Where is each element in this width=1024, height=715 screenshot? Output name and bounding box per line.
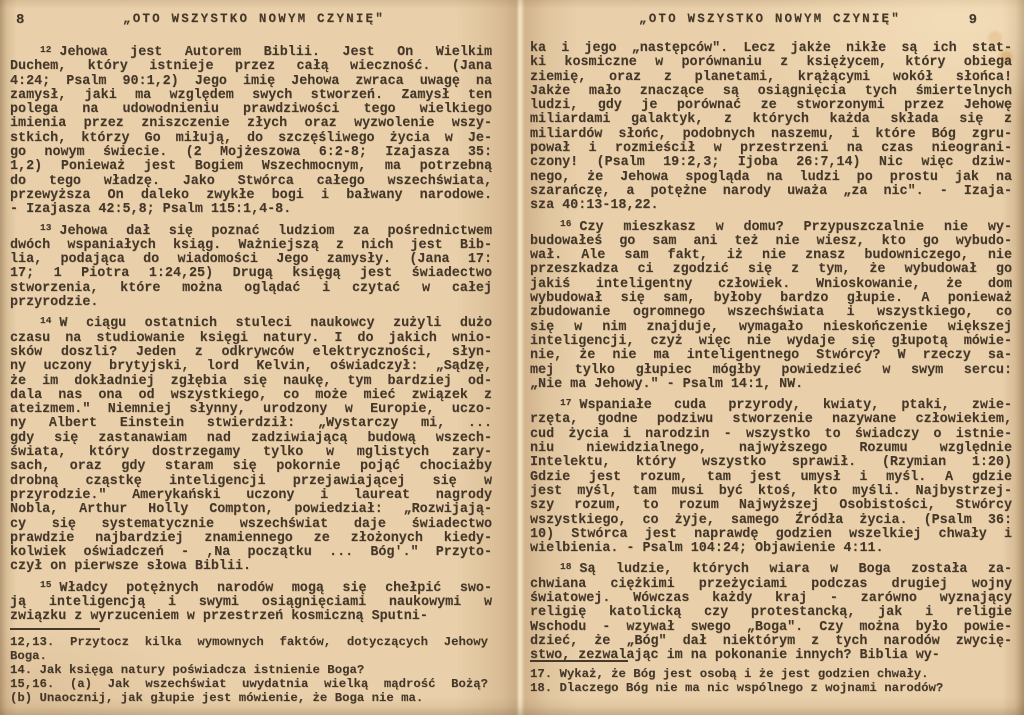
text-line: się w nim znajduje, wymagało nieskończenie większej bbox=[530, 319, 1012, 335]
text-line: Wschodu - wzywał swego „Boga". Czy można było powie- bbox=[530, 619, 1012, 635]
text-line: $^{18}$ Są ludzie, których wiara w Boga została za- bbox=[560, 560, 1012, 578]
text-line: ją inteligencją i swymi osiągnięciami naukowymi w bbox=[10, 594, 492, 610]
text-line: imienia przez zniszczenie złych oraz wyzwolenie wszy- bbox=[10, 116, 492, 132]
text-line: przyrodzie. bbox=[10, 295, 99, 311]
text-line: dwóch wspaniałych ksiąg. Ważniejszą z nich jest Bib- bbox=[10, 237, 492, 253]
page-number-right: 9 bbox=[968, 12, 978, 28]
text-line: inteligencji, czyż więc nie wydaje się głupotą mówie- bbox=[530, 333, 1012, 349]
text-line: ka i jego „następców". Lecz jakże nikłe są ich stat- bbox=[530, 41, 1012, 56]
text-line: Nobla, Arthur Holly Compton, powiedział: „Rozwijają- bbox=[10, 502, 492, 518]
paragraph-number: 15 bbox=[40, 579, 52, 591]
text-line: chwiana ciężkimi przeżyciami podczas drugiej wojny bbox=[530, 576, 1012, 592]
text-line: mej tylko głupiec mógłby powiedzieć w swym sercu: bbox=[530, 362, 1012, 378]
text-line: stwo, zezwalając im na pokonanie innych? Biblia wy- bbox=[530, 648, 940, 664]
text-line: wielbienia. - Psalm 104:24; Objawienie 4:11. bbox=[530, 541, 884, 557]
footnote-line: Boga. bbox=[10, 649, 47, 663]
text-line: „Nie ma Jehowy." - Psalm 14:1, NW. bbox=[530, 376, 804, 392]
text-line: $^{15}$ Władcy potężnych narodów mogą się chełpić swo- bbox=[40, 579, 492, 596]
text-line: wszystkiego, co żyje, samego Źródła życia. (Psalm 36: bbox=[530, 512, 1012, 528]
text-line: nego, że Jehowa spogląda na ludzi po prostu jak na bbox=[530, 169, 1012, 185]
text-line: rzęta, godne podziwu stworzenie nazywane człowiekiem, bbox=[530, 412, 1012, 428]
text-line: cy się systematycznie wszechświat daje świadectwo bbox=[10, 516, 492, 532]
text-line: 4:24; Psalm 90:1,2) Jego imię Jehowa zwraca uwagę na bbox=[10, 73, 492, 89]
text-line: ateizmem." Niemniej słynny, urodzony w Europie, uczo- bbox=[10, 402, 492, 418]
text-line: szy rozum, to rozum Najwyższej Osobistości, Stwórcy bbox=[530, 498, 1012, 514]
text-line: polega na udowodnieniu prawdziwości tego wielkiego bbox=[10, 102, 492, 118]
text-line: Jakże mało znaczące są osiągnięcia tych śmiertelnych bbox=[530, 83, 1012, 99]
paragraph-number: 18 bbox=[560, 560, 572, 572]
footnote-line: 15,16. (a) Jak wszechświat uwydatnia wielką mądrość Bożą? bbox=[10, 677, 488, 691]
footnote-line: 14. Jak księga natury poświadcza istnienie Boga? bbox=[10, 663, 365, 677]
text-line: cud życia i narodzin - wszystko to świadczy o istnie- bbox=[530, 426, 1012, 442]
text-line: ki kosmiczne w porównaniu z księżycem, który obiega bbox=[530, 55, 1012, 71]
paragraph-number: 17 bbox=[560, 396, 572, 408]
page-header-left bbox=[10, 12, 498, 30]
text-line: jakiś inteligentny człowiek. Wnioskowanie, że dom bbox=[530, 276, 1012, 292]
text-line: że im dokładniej zgłębia się naukę, tym bardziej od- bbox=[10, 373, 492, 389]
text-line: religię katolicką czy protestancką, jak i religie bbox=[530, 605, 1012, 621]
text-line: ludzi, gdy je porównać ze stworzonymi przez Jehowę bbox=[530, 98, 1012, 114]
text-line: niu niewidzialnego, najwyższego Rozumu względnie bbox=[530, 441, 1012, 457]
text-line: drobną cząstkę inteligencji przejawiającej się w bbox=[10, 473, 492, 489]
text-line: $^{14}$ W ciągu ostatnich stuleci naukowcy zużyli dużo bbox=[40, 314, 492, 332]
text-line: stkich, którzy Go miłują, do szczęśliwego życia w Je- bbox=[10, 130, 492, 146]
page-header-right bbox=[530, 12, 1010, 30]
footnote-divider-right bbox=[530, 660, 628, 662]
text-line: prawdzie najbardziej znamiennego ze złożonych kiedy- bbox=[10, 530, 492, 546]
text-line: przyrodzie." Amerykański uczony i laureat nagrody bbox=[10, 487, 492, 503]
running-title-left: „OTO WSZYSTKO NOWYM CZYNIĘ" bbox=[123, 12, 385, 26]
text-line: sków doszli? Jeden z odkrywców elektryczności, słyn- bbox=[10, 344, 492, 360]
paragraph-17 bbox=[530, 396, 1012, 557]
text-line: przeszkadza ci zgodzić się z tym, że wybudował go bbox=[530, 262, 1012, 278]
text-line: Duchem, który istnieje przez całą wieczność. (Jana bbox=[10, 59, 492, 75]
text-line: związku z wyrzuceniem w przestrzeń kosmiczną Sputni- bbox=[10, 609, 428, 625]
text-line: nie, że nie ma inteligentnego Stwórcy? W rzeczy sa- bbox=[530, 348, 1012, 364]
text-line: $^{16}$ Czy mieszkasz w domu? Przypuszczalnie nie wy- bbox=[560, 218, 1012, 235]
text-line: dala nas ona od wszystkiego, co może mieć związek z bbox=[10, 387, 492, 403]
text-line: sach, oraz gdy staram się pokornie pojąć chociażby bbox=[10, 459, 492, 475]
text-line: Gdzie jest rozum, tam jest umysł i myśl. A gdzie bbox=[530, 469, 1012, 485]
paragraph-number: 16 bbox=[560, 218, 572, 230]
text-line: pował i rozmieścił w przestrzeni na czas nieograni- bbox=[530, 141, 1012, 157]
text-line: sza 40:13-18,22. bbox=[530, 198, 659, 214]
text-line: gdy się zastanawiam nad zadziwiającą budową wszech- bbox=[10, 430, 492, 446]
text-line: wał. Ale sam fakt, iż nie znasz budowniczego, nie bbox=[530, 248, 1012, 264]
paragraph-18 bbox=[530, 560, 1012, 664]
paragraph-number: 13 bbox=[40, 222, 52, 234]
page-right-9 bbox=[512, 0, 1024, 715]
footnote-line: 17. Wykaż, że Bóg jest osobą i że jest godzien chwały. bbox=[530, 667, 929, 681]
paragraph-13 bbox=[10, 222, 492, 311]
text-line: lia, podająca do wiadomości Jego zamysły. (Jana 17: bbox=[10, 252, 492, 268]
paragraph-16 bbox=[530, 218, 1012, 393]
text-line: 1,2) Ponieważ jest Bogiem Wszechmocnym, ma potrzebną bbox=[10, 159, 492, 175]
text-line: światowej. Wówczas każdy kraj - zarówno wyznający bbox=[530, 590, 1012, 606]
paragraph-14 bbox=[10, 314, 492, 575]
text-line: Intelektu, który wszystko sprawił. (Rzymian 1:20) bbox=[530, 455, 1012, 471]
text-line: 17; 1 Piotra 1:24,25) Drugą księgą jest świadectwo bbox=[10, 266, 492, 282]
text-line: budowałeś go sam ani też nie wiesz, kto go wybudo- bbox=[530, 233, 1012, 249]
paragraph-12 bbox=[10, 43, 492, 218]
text-line: go nowym świecie. (2 Mojżeszowa 6:2-8; Izajasza 35: bbox=[10, 145, 492, 161]
text-line: czasu na studiowanie księgi natury. I do jakich wnio- bbox=[10, 330, 492, 346]
text-line: świata, który dostrzegamy tylko w mglistych zary- bbox=[10, 445, 492, 461]
text-line: zbudowanie ogromnego wszechświata i wszystkiego, co bbox=[530, 305, 1012, 321]
text-line: dzieć, że „Bóg" dał niektórym z tych narodów zwycię- bbox=[530, 633, 1012, 649]
text-line: - Izajasza 42:5,8; Psalm 115:1,4-8. bbox=[10, 202, 292, 218]
text-line: ny Albert Einstein stwierdził: „Wystarczy mi, ... bbox=[10, 416, 492, 432]
page-body-right bbox=[530, 42, 1012, 663]
footnote-line: 12,13. Przytocz kilka wymownych faktów, dotyczących Jehowy bbox=[10, 635, 488, 649]
paragraph-number: 14 bbox=[40, 314, 52, 326]
text-line: ziemię, oraz z planetami, krążącymi wokół słońca! bbox=[530, 69, 1012, 85]
text-line: $^{12}$ Jehowa jest Autorem Biblii. Jest On Wielkim bbox=[40, 43, 492, 60]
footnote-line: 18. Dlaczego Bóg nie ma nic wspólnego z wojnami narodów? bbox=[530, 681, 944, 695]
text-line: kolwiek oświadczeń - ,Na początku ... Bóg'." Przyto- bbox=[10, 545, 492, 561]
text-line: przewyższa On daleko zwykłe bogi i bałwany narodowe. bbox=[10, 187, 492, 203]
text-line: wybudował się sam, byłoby bardzo głupie. A ponieważ bbox=[530, 291, 1012, 307]
footnotes-right bbox=[530, 660, 1008, 695]
footnote-line: (b) Unaocznij, jak głupie jest mówienie, że Boga nie ma. bbox=[10, 691, 424, 705]
text-line: miliardów słońc, podobnych naszemu, i które Bóg zgru- bbox=[530, 126, 1012, 142]
text-line: $^{13}$ Jehowa dał się poznać ludziom za pośrednictwem bbox=[40, 222, 492, 239]
paragraph-15 bbox=[10, 579, 492, 625]
running-title-right: „OTO WSZYSTKO NOWYM CZYNIĘ" bbox=[639, 12, 901, 26]
text-line: stworzenia, które można oglądać i czytać w całej bbox=[10, 280, 492, 296]
text-line: szarańczę, a potężne narody uważa „za nic". - Izaja- bbox=[530, 183, 1012, 199]
text-line: ny uczony brytyjski, lord Kelvin, oświadczył: „Sądzę, bbox=[10, 359, 492, 375]
footnote-divider-left bbox=[10, 628, 100, 630]
text-line: czył on pierwsze słowa Biblii. bbox=[10, 559, 252, 575]
paragraph-number: 12 bbox=[40, 43, 52, 55]
page-body-left bbox=[10, 43, 492, 625]
text-line: miliardami galaktyk, z których każda składa się z bbox=[530, 112, 1012, 128]
text-line: do tego władzę. Jako Stwórca całego wszechświata, bbox=[10, 173, 492, 189]
paragraph-continued bbox=[530, 42, 1012, 214]
text-line: czony! (Psalm 19:2,3; Ijoba 26:7,14) Nic więc dziw- bbox=[530, 155, 1012, 171]
footnotes-left bbox=[10, 628, 488, 705]
text-line: 10) Stwórca jest naprawdę godzien wszelkiej chwały i bbox=[530, 526, 1012, 542]
text-line: $^{17}$ Wspaniałe cuda przyrody, kwiaty, ptaki, zwie- bbox=[560, 396, 1012, 414]
page-number-left: 8 bbox=[16, 12, 26, 28]
text-line: zamysł, jaki ma względem swych stworzeń. Zamysł ten bbox=[10, 87, 492, 103]
text-line: jest myśl, tam musi być ktoś, kto myśli. Najbystrzej- bbox=[530, 483, 1012, 499]
